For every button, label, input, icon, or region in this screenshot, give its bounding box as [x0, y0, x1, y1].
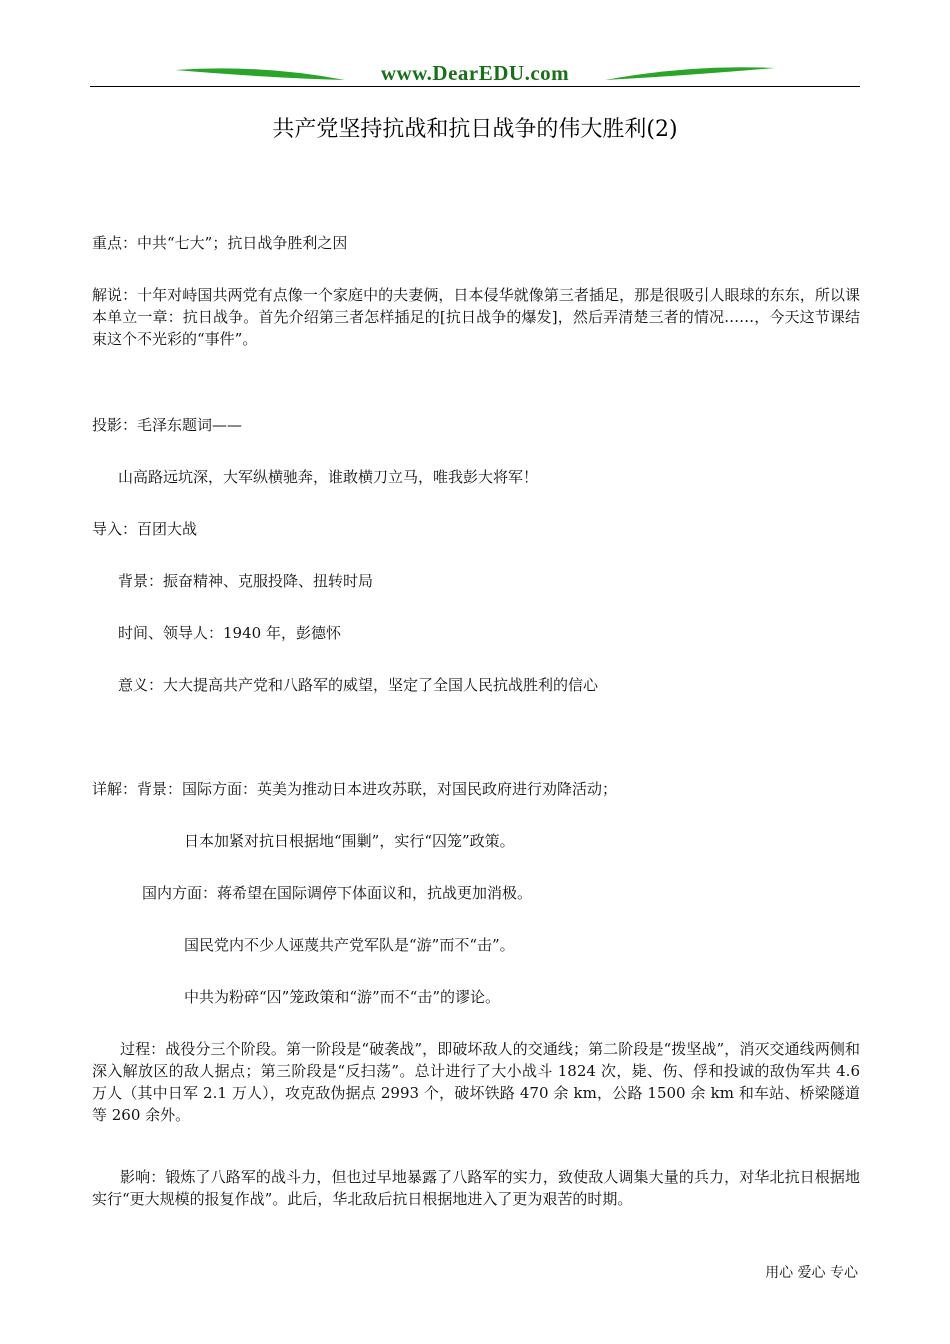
- page-title: 共产党坚持抗战和抗日战争的伟大胜利(2): [272, 117, 678, 142]
- paragraph-intro: 导入：百团大战: [92, 520, 198, 538]
- paragraph-domestic: 国内方面：蒋希望在国际调停下体面议和，抗战更加消极。: [142, 884, 533, 902]
- paragraph-kmt: 国民党内不少人诬蔑共产党军队是“游”而不“击”。: [184, 936, 515, 954]
- paragraph-projection: 投影：毛泽东题词——: [92, 416, 243, 434]
- paragraph-ccp: 中共为粉碎“囚”笼政策和“游”而不“击”的谬论。: [184, 988, 501, 1006]
- paragraph-detail: 详解：背景：国际方面：英美为推动日本进攻苏联，对国民政府进行劝降活动；: [92, 780, 618, 798]
- logo-text: www.DearEDU.com: [380, 61, 570, 85]
- paragraph-explanation: 解说：十年对峙国共两党有点像一个家庭中的夫妻俩，日本侵华就像第三者插足，那是很吸引人眼球的东东，所以课本单立一章：抗日战争。首先介绍第三者怎样插足的[抗日战争的爆发]，然后弄清楚三者的情况……，今天这节课结束这个不光彩的“事件”。: [92, 286, 860, 348]
- paragraph-japan: 日本加紧对抗日根据地“围剿”，实行“囚笼”政策。: [184, 832, 515, 850]
- site-logo: [170, 58, 780, 88]
- paragraph-process: 过程：战役分三个阶段。第一阶段是“破袭战”，即破坏敌人的交通线；第二阶段是“拨坚战”，消灭交通线两侧和深入解放区的敌人据点；第三阶段是“反扫荡”。总计进行了大小战斗 1824 次，毙、伤、俘和投诚的敌伪军共 4.6 万人（其中日军 2.1 万人），攻克敌伪据点 2993 个，破坏铁路 470 余 km，公路 1500 余 km 和车站、桥梁隧道等 260 余外。: [92, 1040, 860, 1124]
- paragraph-impact: 影响：锻炼了八路军的战斗力，但也过早地暴露了八路军的实力，致使敌人调集大量的兵力，对华北抗日根据地实行“更大规模的报复作战”。此后，华北敌后抗日根据地进入了更为艰苦的时期。: [92, 1168, 860, 1208]
- paragraph-background: 背景：振奋精神、克服投降、扭转时局: [118, 572, 374, 590]
- page-footer: 用心 爱心 专心: [765, 1265, 858, 1281]
- paragraph-time-leader: 时间、领导人：1940 年，彭德怀: [118, 624, 341, 642]
- paragraph-key-points: 重点：中共“七大”；抗日战争胜利之因: [92, 234, 348, 252]
- paragraph-poem: 山高路远坑深，大军纵横驰奔，谁敢横刀立马，唯我彭大将军！: [118, 468, 539, 486]
- paragraph-significance: 意义：大大提高共产党和八路军的威望，坚定了全国人民抗战胜利的信心: [118, 676, 599, 694]
- header-divider: [90, 86, 860, 87]
- page-header: [90, 58, 860, 90]
